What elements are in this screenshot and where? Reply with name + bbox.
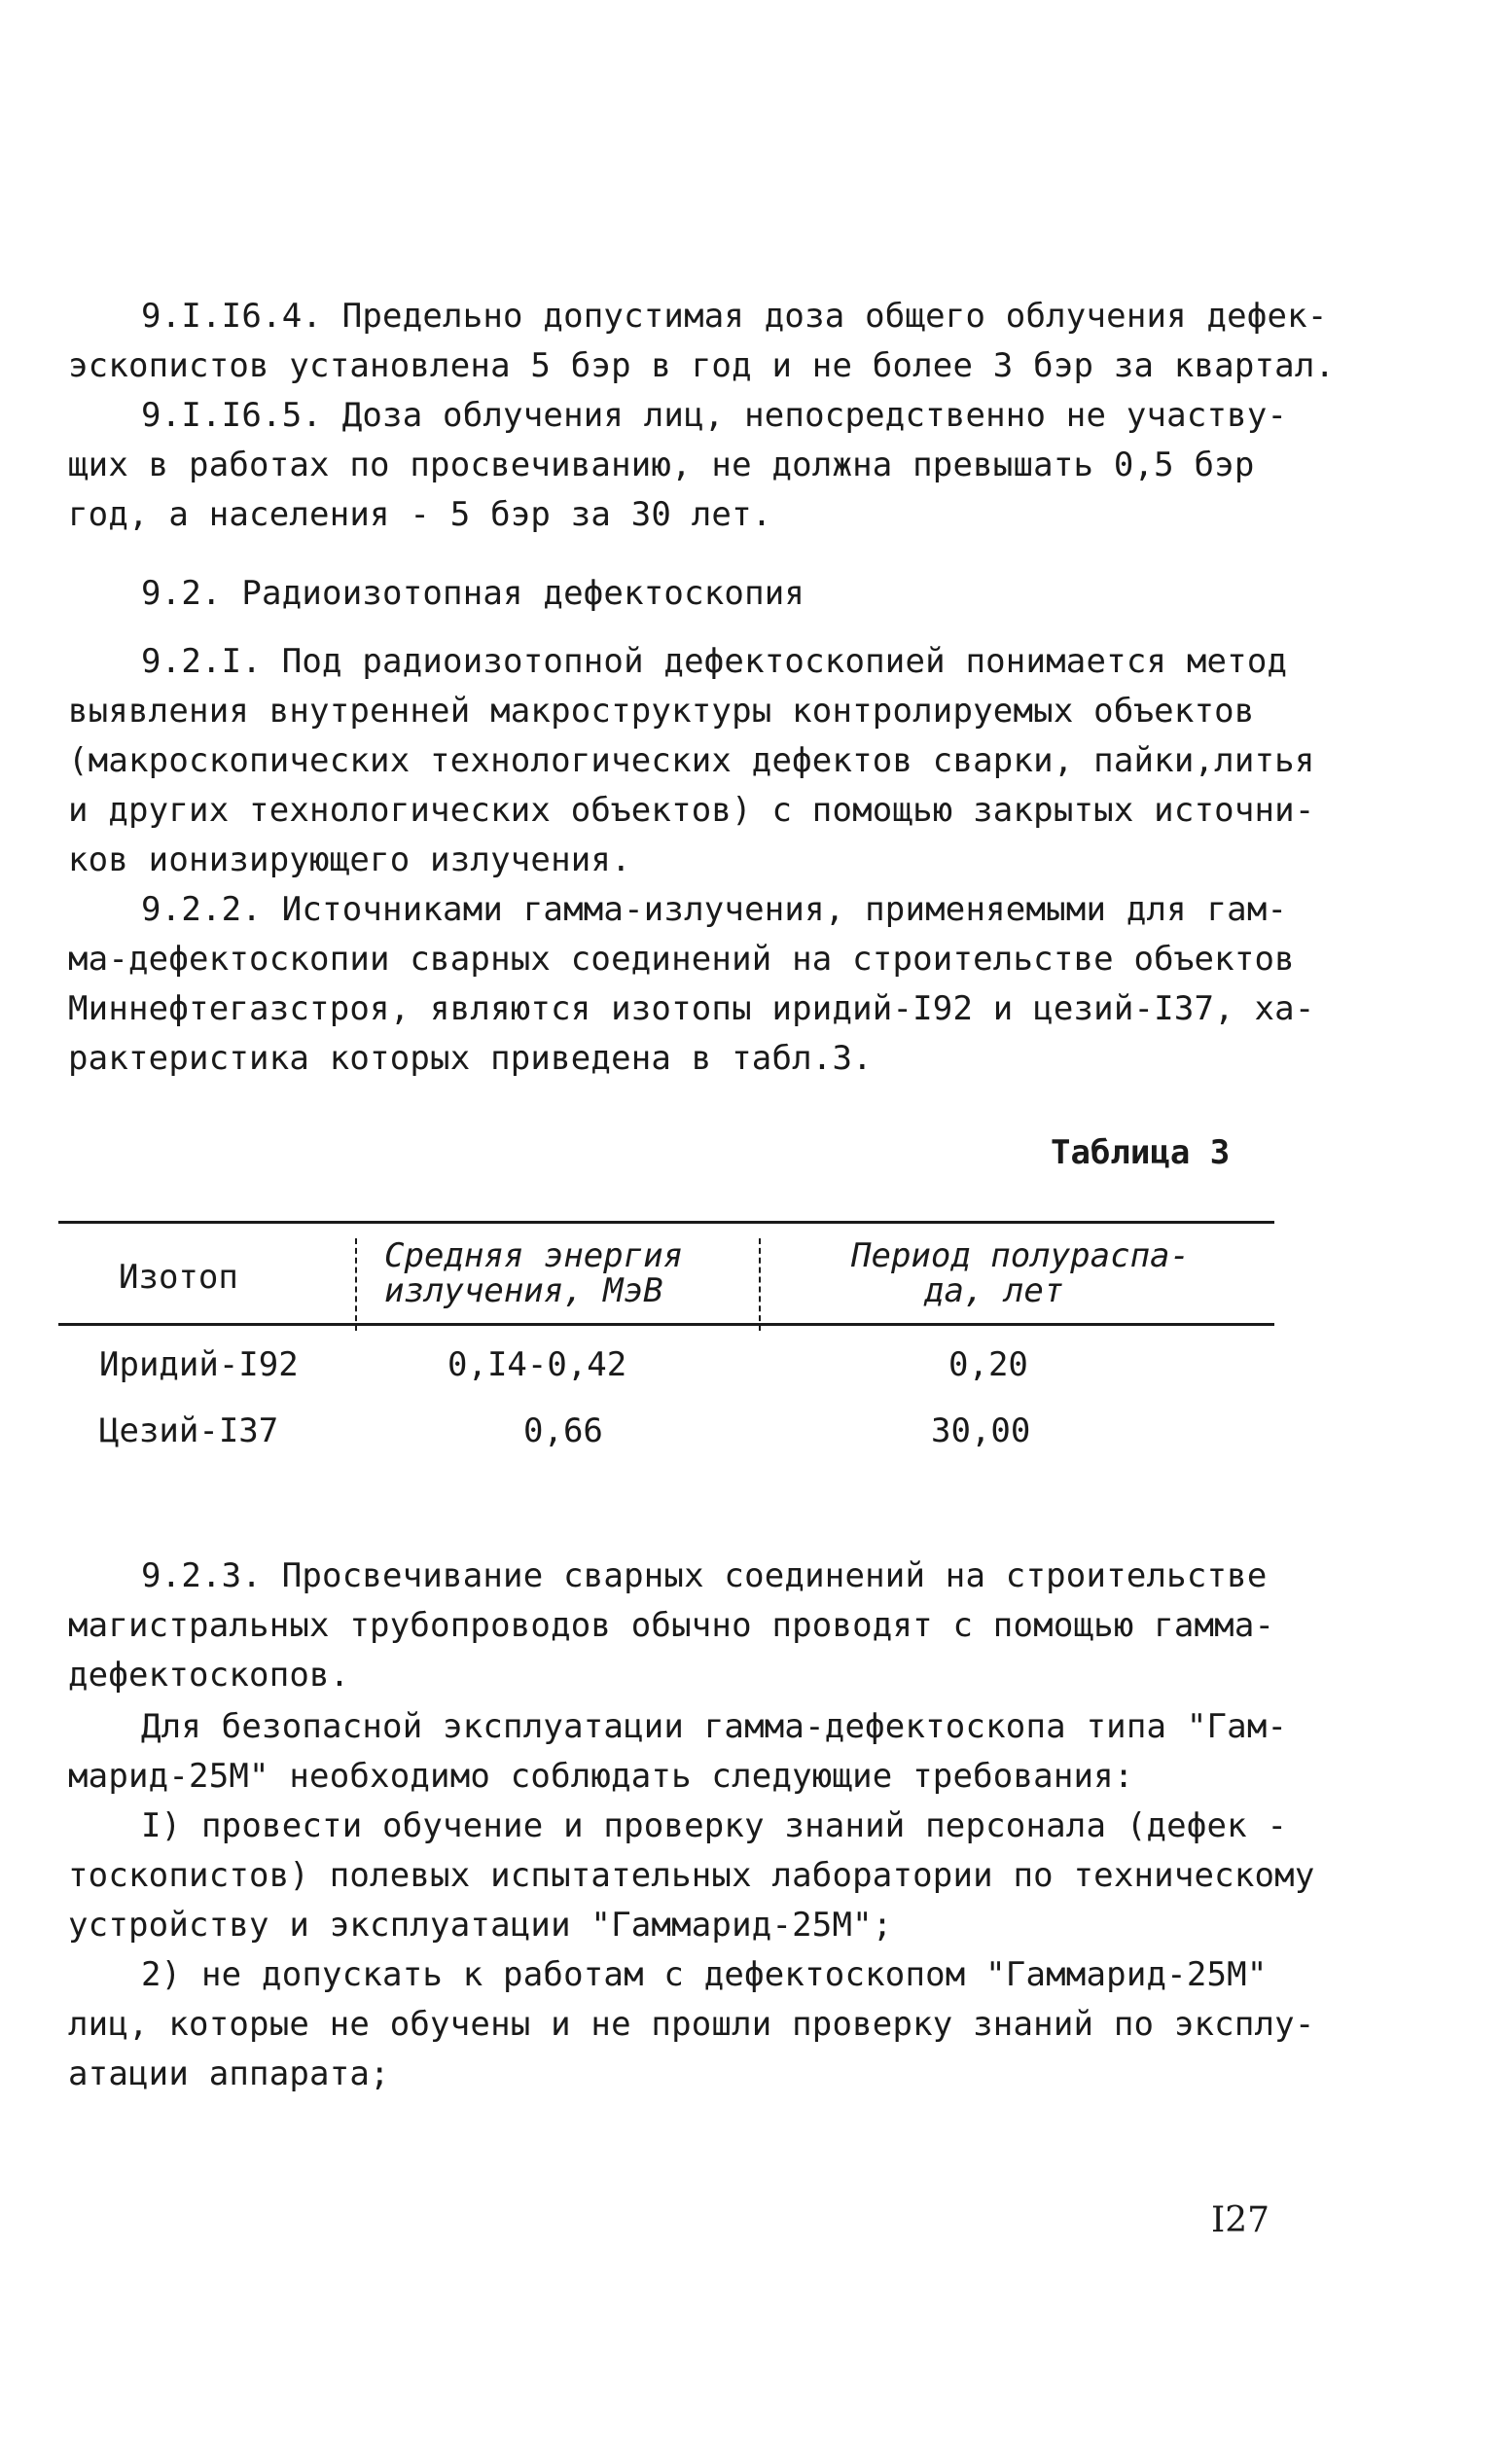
table-title: Таблица 3 (1051, 1133, 1231, 1172)
text-line: лиц, которые не обучены и не прошли проверку знаний по эксплу- (68, 2005, 1315, 2044)
section-heading (68, 569, 1284, 619)
cell-energy: 0,I4-0,42 (447, 1345, 627, 1384)
table-top-rule (58, 1221, 1274, 1224)
text-line: Миннефтегазстроя, являются изотопы иридий-I92 и цезий-I37, ха- (68, 989, 1315, 1028)
list-item: 2) не допускать к работам с дефектоскопом "Гаммарид-25М" (141, 1955, 1268, 1994)
heading-text: 9.2. Радиоизотопная дефектоскопия (141, 574, 805, 613)
text-line: 9.2.2. Источниками гамма-излучения, применяемыми для гам- (141, 890, 1288, 929)
column-separator (355, 1238, 357, 1331)
text-line: год, а населения - 5 бэр за 30 лет. (68, 495, 772, 534)
paragraph-requirements (68, 1702, 1315, 2099)
paragraph-9-2-3 (68, 1552, 1284, 1700)
text-line: и других технологических объектов) с помощью закрытых источни- (68, 791, 1315, 830)
text-line: тоскопистов) полевых испытательных лаборатории по техническому (68, 1856, 1315, 1895)
text-line: дефектоскопов. (68, 1656, 350, 1695)
header-isotope: Изотоп (119, 1258, 238, 1297)
paragraph-9-1-16 (68, 292, 1336, 540)
column-separator (759, 1238, 761, 1331)
cell-half-life: 30,00 (931, 1411, 1031, 1450)
text-line: марид-25М" необходимо соблюдать следующие требования: (68, 1757, 1134, 1796)
page-number: I27 (1211, 2200, 1270, 2240)
header-energy-line2: излучения, МэВ (384, 1271, 663, 1310)
text-line: (макроскопических технологических дефектов сварки, пайки,литья (68, 741, 1315, 780)
text-line: ков ионизирующего излучения. (68, 840, 631, 879)
text-line: эскопистов установлена 5 бэр в год и не более 3 бэр за квартал. (68, 346, 1336, 385)
text-line: 9.I.I6.4. Предельно допустимая доза общего облучения дефек- (141, 297, 1328, 336)
cell-isotope: Цезий-I37 (99, 1411, 279, 1450)
table-header-rule (58, 1323, 1274, 1326)
header-halflife-line2: да, лет (924, 1271, 1064, 1310)
cell-half-life: 0,20 (948, 1345, 1028, 1384)
header-halflife-line1: Период полураспа- (851, 1236, 1190, 1275)
text-line: Для безопасной эксплуатации гамма-дефектоскопа типа "Гам- (141, 1707, 1288, 1746)
text-line: атации аппарата; (68, 2054, 390, 2093)
list-item: I) провести обучение и проверку знаний персонала (дефек - (141, 1806, 1288, 1845)
cell-isotope: Иридий-I92 (99, 1345, 299, 1384)
text-line: магистральных трубопроводов обычно проводят с помощью гамма- (68, 1606, 1275, 1645)
paragraph-9-2-2 (68, 885, 1315, 1084)
text-line: щих в работах по просвечиванию, не должна превышать 0,5 бэр (68, 446, 1255, 484)
text-line: 9.I.I6.5. Доза облучения лиц, непосредственно не участву- (141, 396, 1288, 435)
text-line: ма-дефектоскопии сварных соединений на строительстве объектов (68, 940, 1295, 979)
cell-energy: 0,66 (523, 1411, 603, 1450)
text-line: 9.2.3. Просвечивание сварных соединений на строительстве (141, 1556, 1268, 1595)
text-line: 9.2.I. Под радиоизотопной дефектоскопией понимается метод (141, 642, 1288, 681)
header-energy-line1: Средняя энергия (384, 1236, 684, 1275)
text-line: устройству и эксплуатации "Гаммарид-25М"; (68, 1906, 893, 1945)
paragraph-9-2-1 (68, 637, 1315, 885)
text-line: рактеристика которых приведена в табл.3. (68, 1039, 873, 1078)
text-line: выявления внутренней макроструктуры контролируемых объектов (68, 692, 1255, 731)
